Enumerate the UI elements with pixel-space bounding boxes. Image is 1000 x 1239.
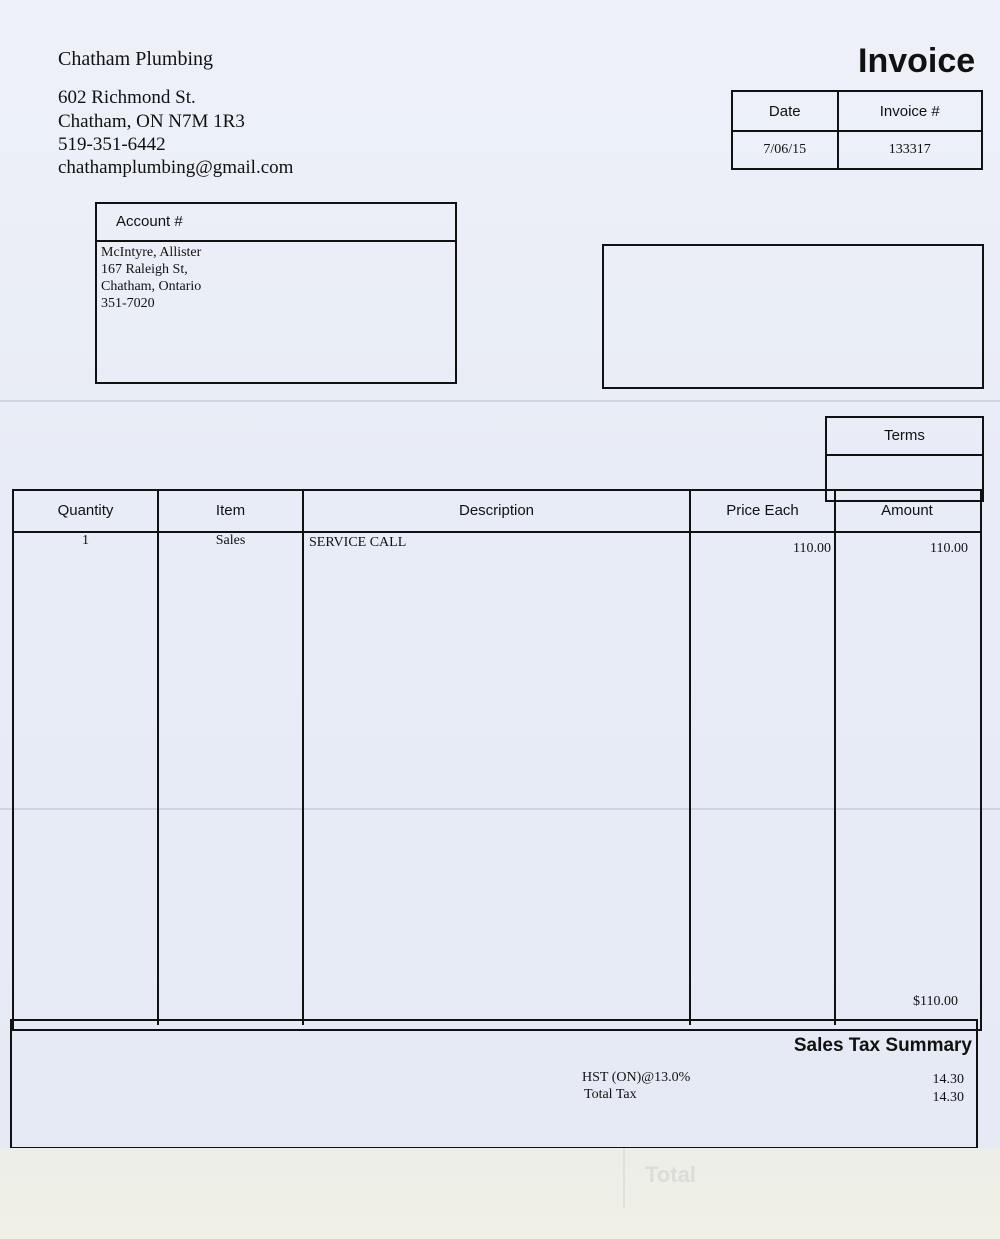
price-each-column-header: Price Each [726,502,799,519]
total-tax-label: Total Tax [584,1087,637,1102]
date-value: 7/06/15 [732,131,838,169]
customer-name: McIntyre, Allister [101,245,202,260]
row-price-each: 110.00 [793,541,831,556]
amount-column-header: Amount [881,502,933,519]
description-column-header: Description [458,502,535,519]
column-divider [302,491,304,1025]
ship-to-box [602,244,984,389]
invoice-number-header: Invoice # [838,91,982,131]
date-invoice-table [731,90,983,170]
column-divider [157,491,159,1025]
subtotal-value: $110.00 [913,994,958,1009]
sales-tax-summary-title: Sales Tax Summary [793,1035,972,1056]
company-email: chathamplumbing@gmail.com [58,157,294,178]
invoice-number-value: 133317 [838,131,982,169]
paper-fold [0,400,1000,402]
invoice-title: Invoice [858,42,976,80]
row-description: SERVICE CALL [309,535,407,550]
customer-street: 167 Raleigh St, [101,262,188,277]
row-item: Sales [215,533,246,548]
row-amount: 110.00 [930,541,968,556]
terms-label: Terms [827,418,982,456]
item-column-header: Item [215,502,246,519]
company-city: Chatham, ON N7M 1R3 [58,111,245,132]
faded-total-label: Total [645,1162,696,1187]
bill-to-address [101,244,201,312]
company-phone: 519-351-6442 [58,134,166,155]
account-box [95,202,457,384]
total-tax-value: 14.30 [932,1090,964,1105]
company-street: 602 Richmond St. [58,87,196,108]
column-divider [834,491,836,1025]
company-name: Chatham Plumbing [58,48,213,70]
customer-city: Chatham, Ontario [101,279,202,294]
line-items-table [12,489,982,1031]
date-header: Date [732,91,838,131]
hst-value: 14.30 [932,1072,964,1087]
quantity-column-header: Quantity [57,502,114,519]
hst-label: HST (ON)@13.0% [582,1070,691,1085]
account-label: Account # [116,213,183,230]
row-quantity: 1 [82,533,89,548]
sales-tax-summary [10,1019,978,1149]
customer-phone: 351-7020 [101,296,155,311]
account-header [97,204,455,242]
column-divider [689,491,691,1025]
